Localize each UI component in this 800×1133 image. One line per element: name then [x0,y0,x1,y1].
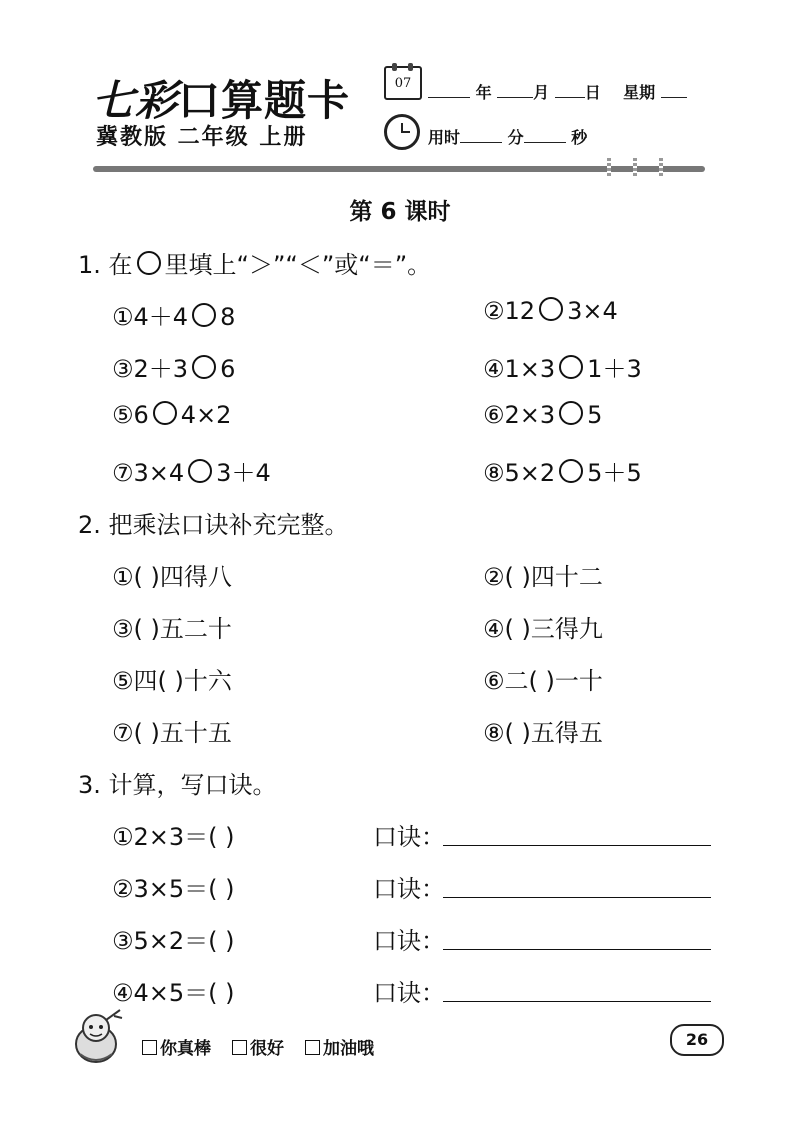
header-divider [93,166,705,172]
rating-label: 你真棒 [160,1039,211,1059]
compare-item-7 [112,453,271,488]
second-label: 秒 [571,128,588,147]
koujue-answer-line-2[interactable] [443,897,711,898]
compare-right: 5 [587,401,603,429]
compare-right: 8 [220,303,236,331]
koujue-label: 口诀： [373,875,445,903]
koujue-label: 口诀： [373,979,445,1007]
compare-left: ⑦3×4 [112,459,185,487]
compare-item-1 [112,297,235,332]
minute-blank[interactable] [460,128,502,143]
koujue-label: 口诀： [373,927,445,955]
compare-left: ⑤6 [112,401,149,429]
checkbox-icon [305,1040,320,1055]
section1-q-after: 里填上“＞”“＜”或“＝”。 [164,251,432,279]
answer-circle[interactable] [559,355,583,379]
calc-item-1[interactable]: ①2×3＝( ) [112,823,235,851]
lesson-title: 第 6 课时 [349,199,451,225]
compare-left: ④1×3 [483,355,556,383]
koujue-item-3[interactable]: ③( )五二十 [112,615,232,643]
compare-left: ⑧5×2 [483,459,556,487]
section1-q-before: 1. 在 [78,251,133,279]
compare-right: 4×2 [180,401,232,429]
answer-circle[interactable] [559,459,583,483]
section3-question: 3. 计算，写口诀。 [78,771,277,799]
edition-label: 冀教版 二年级 上册 [96,125,308,150]
compare-right: 5＋5 [587,459,642,487]
compare-item-4 [483,349,642,384]
compare-right: 6 [220,355,236,383]
answer-circle[interactable] [153,401,177,425]
koujue-answer-line-1[interactable] [443,845,711,846]
day-label: 日 [584,83,601,102]
koujue-item-1[interactable]: ①( )四得八 [112,563,232,591]
compare-left: ③2＋3 [112,355,189,383]
calendar-icon [384,66,422,100]
brand-title [92,68,350,128]
time-used-label: 用时 [428,128,461,147]
weekday-label: 星期 [623,83,656,102]
compare-left: ①4＋4 [112,303,189,331]
circle-icon [137,251,161,275]
rating-label: 很好 [250,1039,284,1059]
mascot-icon [66,1006,130,1070]
rating-option-keep-going[interactable] [305,1034,374,1059]
checkbox-icon [232,1040,247,1055]
koujue-item-2[interactable]: ②( )四十二 [483,563,603,591]
month-label: 月 [533,83,550,102]
second-blank[interactable] [524,128,566,143]
koujue-item-8[interactable]: ⑧( )五得五 [483,719,603,747]
answer-circle[interactable] [188,459,212,483]
calendar-day: 07 [394,76,412,91]
weekday-blank[interactable] [661,83,687,98]
month-blank[interactable] [497,83,533,98]
compare-item-3 [112,349,235,384]
answer-circle[interactable] [559,401,583,425]
compare-item-5 [112,401,231,429]
calc-item-2[interactable]: ②3×5＝( ) [112,875,235,903]
compare-right: 3＋4 [216,459,271,487]
brand-qi: 七彩 [92,76,179,125]
calc-item-4[interactable]: ④4×5＝( ) [112,979,235,1007]
year-blank[interactable] [428,83,470,98]
section1-question [78,245,431,280]
compare-item-8 [483,453,642,488]
clock-icon [384,114,420,150]
calc-item-3[interactable]: ③5×2＝( ) [112,927,235,955]
day-blank[interactable] [555,83,585,98]
time-used-line [428,125,587,148]
compare-left: ②12 [483,297,536,325]
koujue-item-4[interactable]: ④( )三得九 [483,615,603,643]
year-label: 年 [475,83,492,102]
koujue-answer-line-4[interactable] [443,1001,711,1002]
koujue-label: 口诀： [373,823,445,851]
koujue-answer-line-3[interactable] [443,949,711,950]
compare-left: ⑥2×3 [483,401,556,429]
rating-label: 加油哦 [323,1039,374,1059]
answer-circle[interactable] [192,303,216,327]
rating-option-great[interactable] [142,1034,211,1059]
checkbox-icon [142,1040,157,1055]
minute-label: 分 [507,128,524,147]
answer-circle[interactable] [539,297,563,321]
koujue-item-5[interactable]: ⑤四( )十六 [112,667,232,695]
compare-right: 3×4 [567,297,618,325]
answer-circle[interactable] [192,355,216,379]
rating-option-good[interactable] [232,1034,284,1059]
compare-right: 1＋3 [587,355,642,383]
page-number: 26 [670,1024,724,1056]
koujue-item-6[interactable]: ⑥二( )一十 [483,667,603,695]
koujue-item-7[interactable]: ⑦( )五十五 [112,719,232,747]
compare-item-6 [483,401,602,429]
compare-item-2 [483,297,618,325]
brand-rest: 口算题卡 [178,76,351,125]
date-fill-line [428,80,687,103]
section2-question: 2. 把乘法口诀补充完整。 [78,511,349,539]
